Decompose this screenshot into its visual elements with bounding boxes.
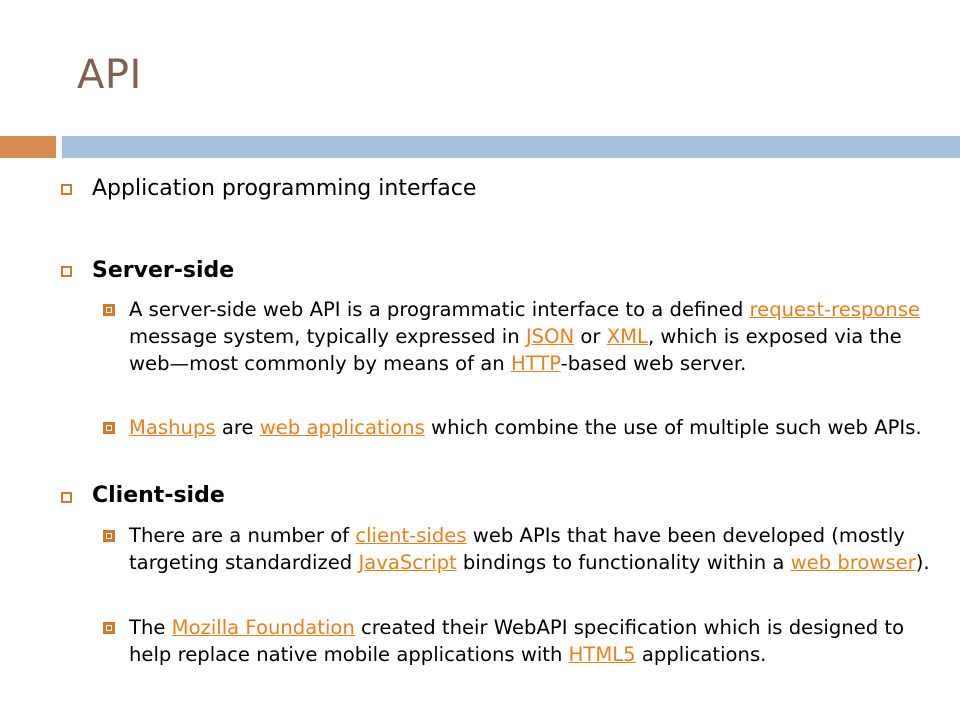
text-run: The <box>129 616 172 639</box>
link-json[interactable]: JSON <box>525 325 575 348</box>
text-run: There are a number of <box>129 524 356 547</box>
square-bullet-icon <box>61 492 72 503</box>
link-web-applications[interactable]: web applications <box>259 416 425 439</box>
sub-bullet-icon <box>103 422 115 434</box>
slide-title: API <box>77 52 142 98</box>
link-web-browser[interactable]: web browser <box>790 551 916 574</box>
text-run: A server-side web API is a programmatic interface to a defined <box>129 298 750 321</box>
square-bullet-icon <box>61 184 72 195</box>
mozilla-webapi-description <box>129 614 944 668</box>
text-run: bindings to functionality within a <box>456 551 791 574</box>
link-http[interactable]: HTTP <box>510 352 561 375</box>
text-run: -based web server. <box>560 352 747 375</box>
link-html5[interactable]: HTML5 <box>568 643 636 666</box>
link-javascript[interactable]: JavaScript <box>358 551 457 574</box>
text-run: are <box>215 416 260 439</box>
link-mozilla-foundation[interactable]: Mozilla Foundation <box>171 616 355 639</box>
link-request-response[interactable]: request-response <box>749 298 921 321</box>
bullet-server-side: Server-side <box>92 258 235 283</box>
text-run: which combine the use of multiple such web APIs. <box>424 416 922 439</box>
sub-bullet-icon <box>103 622 115 634</box>
link-client-sides[interactable]: client-sides <box>355 524 467 547</box>
text-run: web APIs that have been developed (mostly targeting standardized <box>129 524 905 574</box>
sub-bullet-icon <box>103 530 115 542</box>
bullet-client-side: Client-side <box>92 483 225 508</box>
text-run: message system, typically expressed in <box>129 325 526 348</box>
sub-bullet-icon <box>103 304 115 316</box>
text-run: , which is exposed via the web—most commonly by means of an <box>129 325 902 375</box>
link-mashups[interactable]: Mashups <box>129 416 216 439</box>
mashups-description <box>129 414 944 441</box>
server-side-description <box>129 296 944 377</box>
text-run: ). <box>915 551 930 574</box>
client-side-description <box>129 522 944 576</box>
bullet-api-definition: Application programming interface <box>92 176 477 201</box>
text-run: applications. <box>635 643 767 666</box>
text-run: created their WebAPI specification which is designed to help replace native mobile applications with <box>129 616 905 666</box>
square-bullet-icon <box>61 266 72 277</box>
link-xml[interactable]: XML <box>606 325 648 348</box>
text-run: or <box>574 325 607 348</box>
